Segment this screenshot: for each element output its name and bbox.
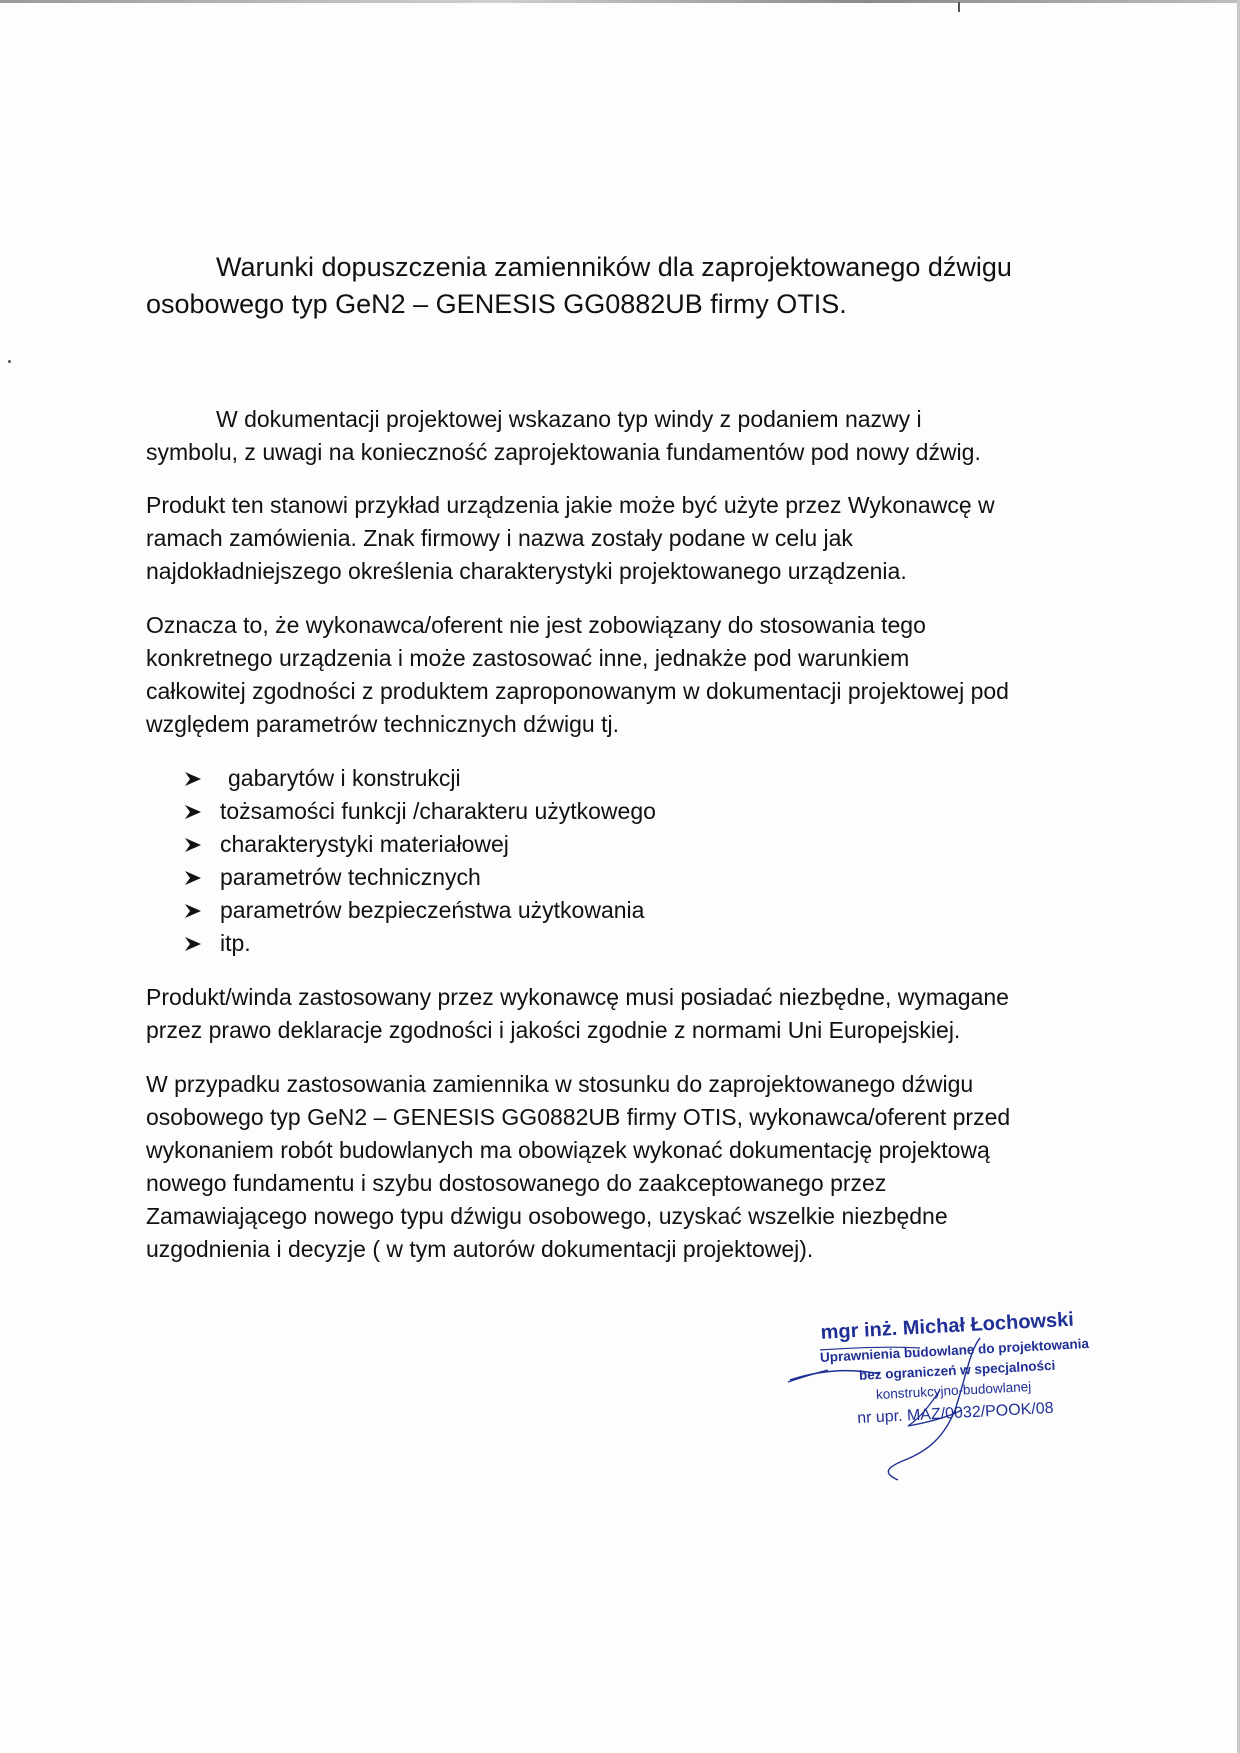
paragraph-2	[146, 489, 1096, 588]
list-item-label: gabarytów i konstrukcji	[228, 765, 461, 791]
title-line-1: Warunki dopuszczenia zamienników dla zaprojektowanego dźwigu	[216, 252, 1012, 282]
stamp-engineer-name: mgr inż. Michał Łochowski	[820, 1308, 1075, 1344]
parameter-list	[180, 762, 656, 960]
list-item	[180, 861, 656, 894]
paragraph-5-line-5: Zamawiającego nowego typu dźwigu osobowego, uzyskać wszelkie niezbędne	[146, 1203, 948, 1229]
paragraph-4	[146, 981, 1096, 1047]
title-line-2: osobowego typ GeN2 – GENESIS GG0882UB firmy OTIS.	[146, 289, 847, 319]
arrow-bullet-icon	[180, 828, 220, 861]
list-item-label: tożsamości funkcji /charakteru użytkowego	[220, 798, 656, 824]
arrow-bullet-icon	[180, 795, 220, 828]
arrow-bullet-icon	[180, 927, 220, 960]
list-item-label: parametrów bezpieczeństwa użytkowania	[220, 897, 645, 923]
paragraph-2-line-3: najdokładniejszego określenia charakterystyki projektowanego urządzenia.	[146, 558, 907, 584]
arrow-bullet-icon	[180, 894, 220, 927]
list-item-label: itp.	[220, 930, 251, 956]
list-item	[180, 762, 656, 795]
paragraph-3-line-4: względem parametrów technicznych dźwigu tj.	[146, 711, 619, 737]
paragraph-5-line-2: osobowego typ GeN2 – GENESIS GG0882UB firmy OTIS, wykonawca/oferent przed	[146, 1104, 1011, 1130]
stamp-license-number: nr upr. MAZ/0032/POOK/08	[856, 1399, 1054, 1428]
list-item	[180, 927, 656, 960]
paragraph-1-line-2: symbolu, z uwagi na konieczność zaprojektowania fundamentów pod nowy dźwig.	[146, 439, 981, 465]
paragraph-5-line-6: uzgodnienia i decyzje ( w tym autorów dokumentacji projektowej).	[146, 1236, 814, 1262]
scan-edge-top	[0, 0, 1240, 3]
paragraph-2-line-2: ramach zamówienia. Znak firmowy i nazwa zostały podane w celu jak	[146, 525, 853, 551]
list-item	[180, 828, 656, 861]
paragraph-1	[146, 403, 1096, 469]
document-title	[146, 249, 1106, 323]
paragraph-3-line-3: całkowitej zgodności z produktem zaproponowanym w dokumentacji projektowej pod	[146, 678, 1009, 704]
handwritten-signature	[780, 1330, 1020, 1490]
list-item	[180, 894, 656, 927]
list-item-label: charakterystyki materiałowej	[220, 831, 509, 857]
stamp-license-line: Uprawnienia budowlane do projektowania	[819, 1335, 1090, 1365]
list-item-label: parametrów technicznych	[220, 864, 481, 890]
paragraph-3	[146, 609, 1096, 741]
paragraph-3-line-1: Oznacza to, że wykonawca/oferent nie jest zobowiązany do stosowania tego	[146, 612, 926, 638]
paragraph-5-line-4: nowego fundamentu i szybu dostosowanego do zaakceptowanego przez	[146, 1170, 887, 1196]
paragraph-5	[146, 1068, 1096, 1266]
paragraph-4-line-1: Produkt/winda zastosowany przez wykonawcę musi posiadać niezbędne, wymagane	[146, 984, 1009, 1010]
paragraph-3-line-2: konkretnego urządzenia i może zastosować inne, jednakże pod warunkiem	[146, 645, 910, 671]
arrow-bullet-icon	[180, 762, 220, 795]
paragraph-1-line-1: W dokumentacji projektowej wskazano typ windy z podaniem nazwy i	[216, 406, 922, 432]
paragraph-2-line-1: Produkt ten stanowi przykład urządzenia jakie może być użyte przez Wykonawcę w	[146, 492, 995, 518]
paragraph-5-line-3: wykonaniem robót budowlanych ma obowiązek wykonać dokumentację projektową	[146, 1137, 990, 1163]
list-item	[180, 795, 656, 828]
stamp-scope-line: bez ograniczeń w specjalności	[858, 1357, 1056, 1383]
scan-speck	[8, 360, 11, 363]
stamp-specialty-line: konstrukcyjno-budowlanej	[875, 1378, 1032, 1403]
paragraph-5-line-1: W przypadku zastosowania zamiennika w stosunku do zaprojektowanego dźwigu	[146, 1071, 974, 1097]
paragraph-4-line-2: przez prawo deklaracje zgodności i jakości zgodnie z normami Uni Europejskiej.	[146, 1017, 961, 1043]
arrow-bullet-icon	[180, 861, 220, 894]
scan-speck	[958, 2, 960, 12]
